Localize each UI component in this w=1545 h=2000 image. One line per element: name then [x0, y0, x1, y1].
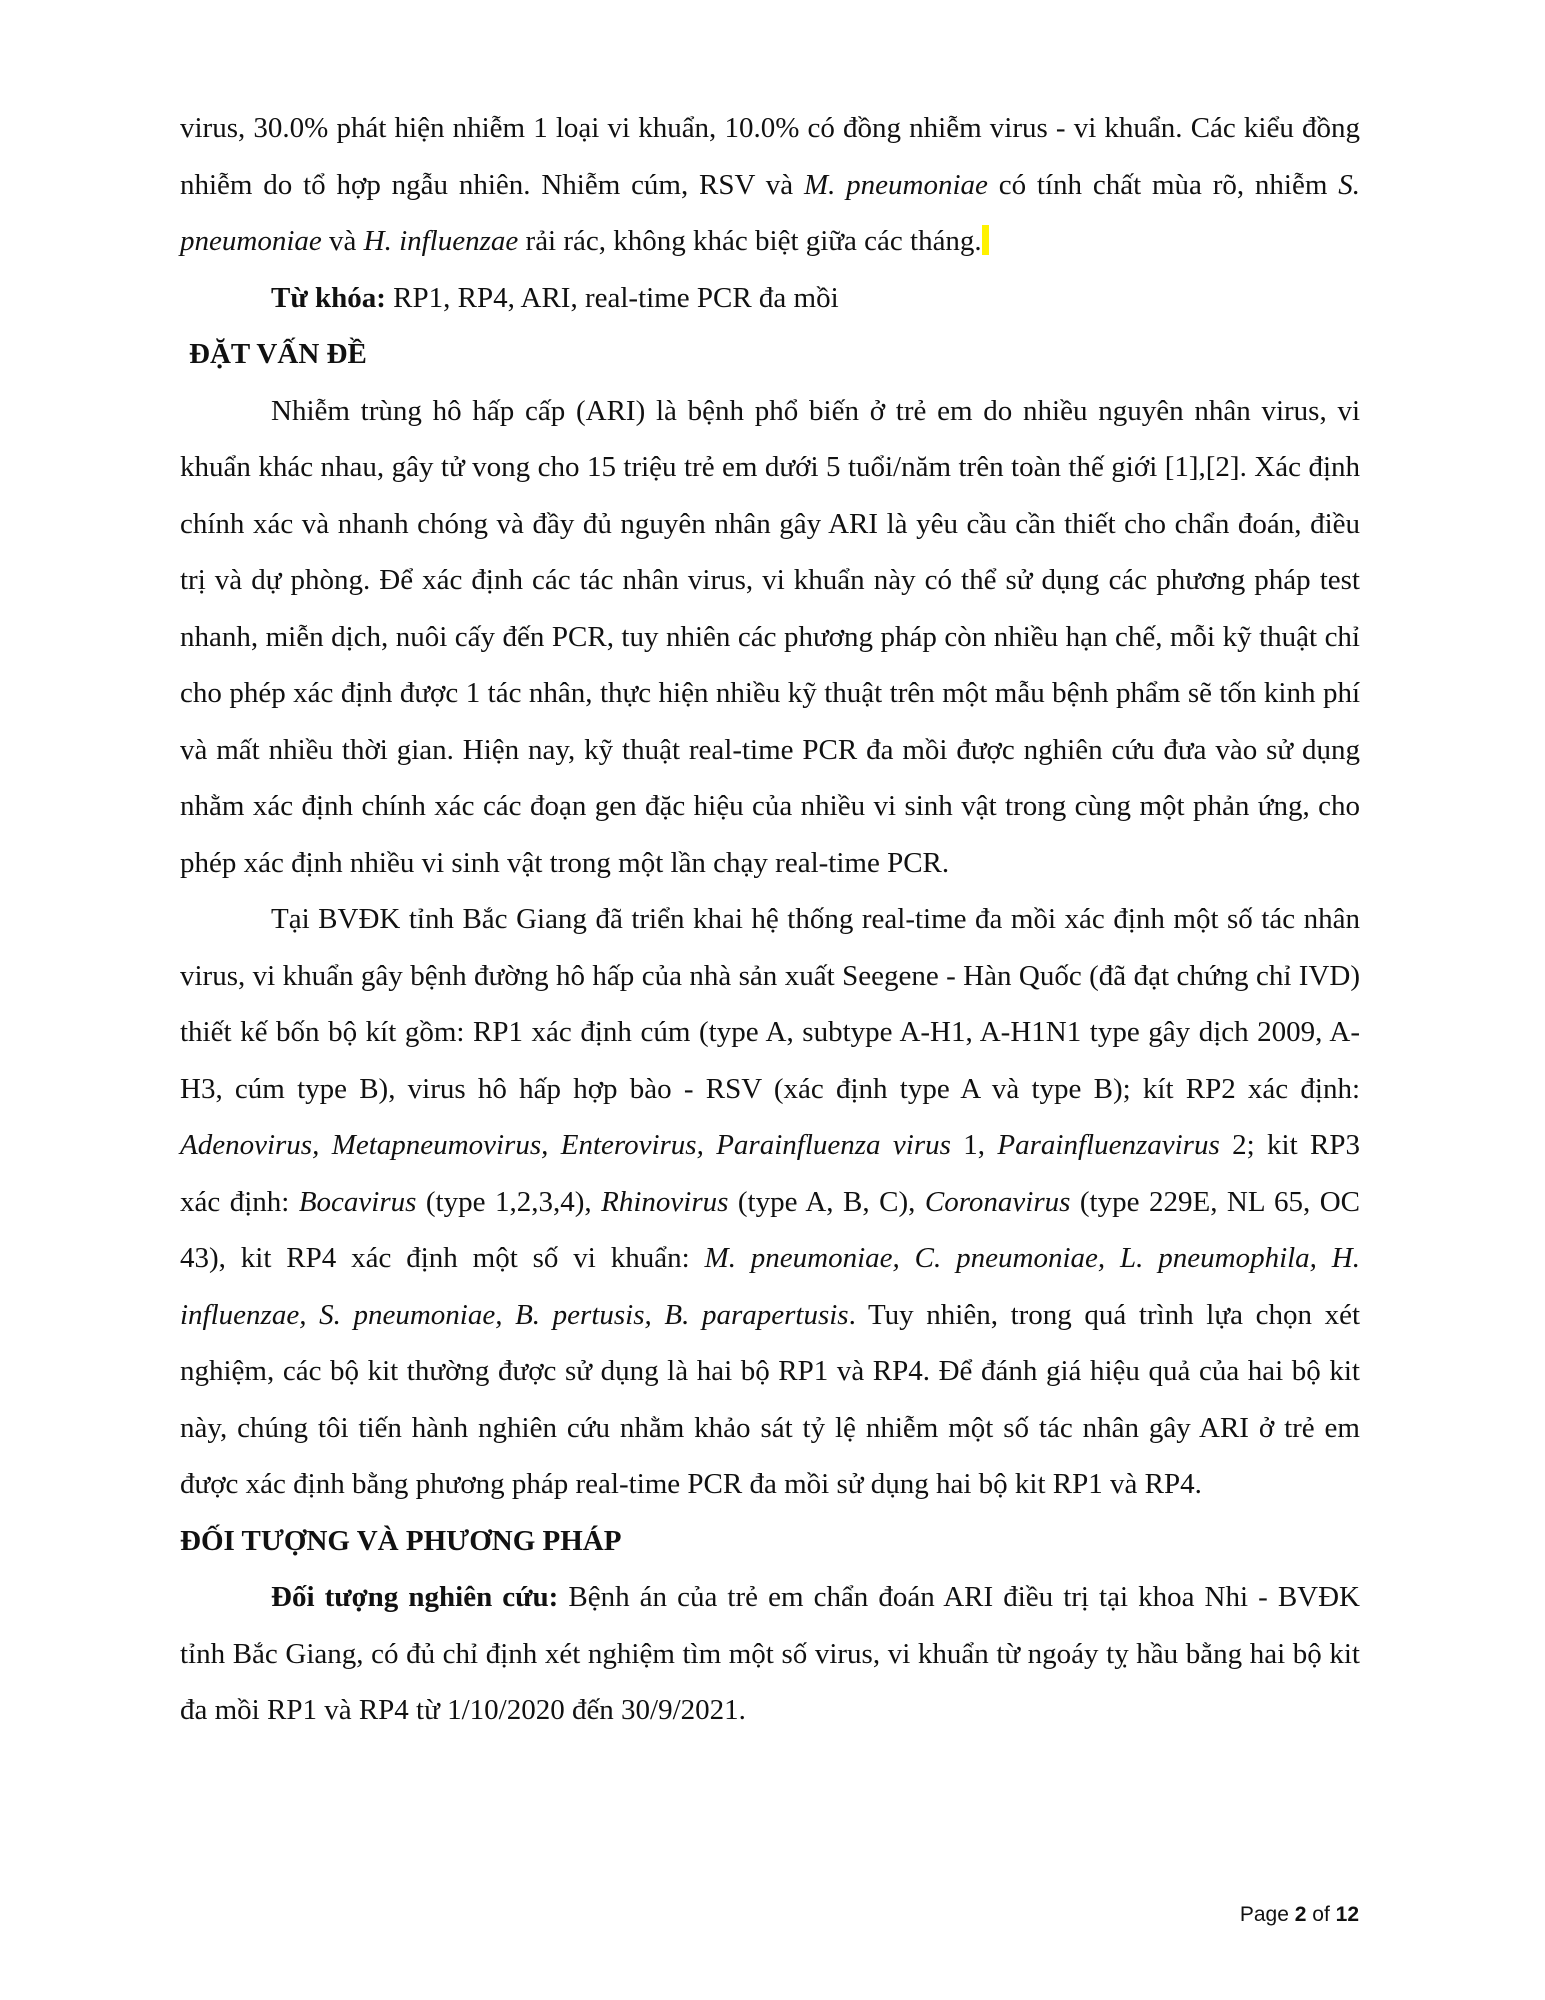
species-m-pneumoniae: M. pneumoniae — [803, 168, 988, 201]
highlight-marker — [982, 225, 989, 255]
virus-name-parainfluenza: Parainfluenzavirus — [997, 1129, 1220, 1161]
keywords-line — [180, 270, 1360, 327]
bacteria-list-rp4: M. pneumoniae, C. pneumoniae, L. pneumophila, H. influenzae, S. pneumoniae, B. pertusis, B. parapertusis — [180, 1242, 1360, 1331]
virus-name-rhinovirus: Rhinovirus — [601, 1185, 729, 1218]
section-heading-methods: ĐỐI TƯỢNG VÀ PHƯƠNG PHÁP — [180, 1524, 622, 1557]
paragraph-text: Tại BVĐK tỉnh Bắc Giang đã triển khai hệ thống real-time đa mồi xác định một số tác nhân virus, vi khuẩn gây bệnh đường hô hấp của nhà sản xuất Seegene - Hàn Quốc (đã đạt chứng chỉ IVD) thiết kế bốn bộ kít gồm: RP1 xác định cúm (type A, subtype A-H1, A-H1N1 type gây dịch 2009, A-H3, cúm type B), virus hô hấp hợp bào - RSV (xác định type A và type B); kít RP2 xác định: — [180, 903, 1360, 1105]
page-number-footer — [1240, 1903, 1359, 1927]
abstract-text-1: virus, 30.0% phát hiện nhiễm 1 loại vi khuẩn, 10.0% có đồng nhiễm virus - vi khuẩn. Các kiểu đồng nhiễm do tổ hợp ngẫu nhiên. Nhiễm cúm, RSV và — [180, 112, 1360, 201]
paragraph-text: (type A, B, C), — [728, 1185, 925, 1218]
virus-name-bocavirus: Bocavirus — [298, 1185, 417, 1218]
document-page — [180, 100, 1360, 1739]
abstract-text-2: có tính chất mùa rõ, nhiễm — [987, 168, 1339, 201]
paragraph-text: . Tuy nhiên, trong quá trình lựa chọn xét nghiệm, các bộ kit thường được sử dụng là hai bộ RP1 và RP4. Để đánh giá hiệu quả của hai bộ kit này, chúng tôi tiến hành nghiên cứu nhằm khảo sát tỷ lệ nhiễm một số tác nhân gây ARI ở trẻ em được xác định bằng phương pháp real-time PCR đa mồi sử dụng hai bộ kit RP1 và RP4. — [180, 1298, 1360, 1500]
keywords-label: Từ khóa: — [271, 281, 386, 314]
paragraph-text: 1, — [950, 1129, 998, 1161]
abstract-text-3: và — [321, 225, 364, 257]
species-s-pneumoniae: S. pneumoniae — [180, 168, 1360, 257]
study-subjects-label: Đối tượng nghiên cứu: — [271, 1581, 559, 1613]
virus-list-rp2: Adenovirus, Metapneumovirus, Enterovirus, Parainfluenza virus — [180, 1129, 951, 1161]
section-heading-introduction: ĐẶT VẤN ĐỀ — [189, 338, 367, 370]
study-subjects-text: Bệnh án của trẻ em chẩn đoán ARI điều trị tại khoa Nhi - BVĐK tỉnh Bắc Giang, có đủ chỉ định xét nghiệm tìm một số virus, vi khuẩn từ ngoáy tỵ hầu bằng hai bộ kit đa mồi RP1 và RP4 từ 1/10/2020 đến 30/9/2021. — [180, 1581, 1361, 1726]
paragraph-text: (type 1,2,3,4), — [416, 1185, 602, 1218]
total-page-count: 12 — [1335, 1903, 1359, 1926]
species-h-influenzae: H. influenzae — [363, 225, 519, 257]
paragraph-text: 2; kit RP3 xác định: — [180, 1129, 1361, 1218]
virus-name-coronavirus: Coronavirus — [924, 1185, 1071, 1218]
introduction-paragraph-1: Nhiễm trùng hô hấp cấp (ARI) là bệnh phổ biến ở trẻ em do nhiều nguyên nhân virus, vi khuẩn khác nhau, gây tử vong cho 15 triệu trẻ em dưới 5 tuổi/năm trên toàn thế giới [1],[2]. Xác định chính xác và nhanh chóng và đầy đủ nguyên nhân gây ARI là yêu cầu cần thiết cho chẩn đoán, điều trị và dự phòng. Để xác định các tác nhân virus, vi khuẩn này có thể sử dụng các phương pháp test nhanh, miễn dịch, nuôi cấy đến PCR, tuy nhiên các phương pháp còn nhiều hạn chế, mỗi kỹ thuật chỉ cho phép xác định được 1 tác nhân, thực hiện nhiều kỹ thuật trên một mẫu bệnh phẩm sẽ tốn kinh phí và mất nhiều thời gian. Hiện nay, kỹ thuật real-time PCR đa mồi được nghiên cứu đưa vào sử dụng nhằm xác định chính xác các đoạn gen đặc hiệu của nhiều vi sinh vật trong cùng một phản ứng, cho phép xác định nhiều vi sinh vật trong một lần chạy real-time PCR. — [180, 394, 1360, 879]
introduction-paragraph-2 — [180, 891, 1360, 1513]
page-word: Page — [1239, 1903, 1295, 1926]
abstract-continuation — [180, 100, 1360, 270]
keywords-text: RP1, RP4, ARI, real-time PCR đa mồi — [385, 281, 839, 314]
methods-paragraph-1 — [180, 1569, 1360, 1739]
of-word: of — [1306, 1903, 1336, 1926]
paragraph-text: (type 229E, NL 65, OC 43), kit RP4 xác định một số vi khuẩn: — [180, 1185, 1361, 1274]
abstract-text-4: rải rác, không khác biệt giữa các tháng. — [518, 225, 982, 257]
current-page-number: 2 — [1294, 1903, 1307, 1926]
